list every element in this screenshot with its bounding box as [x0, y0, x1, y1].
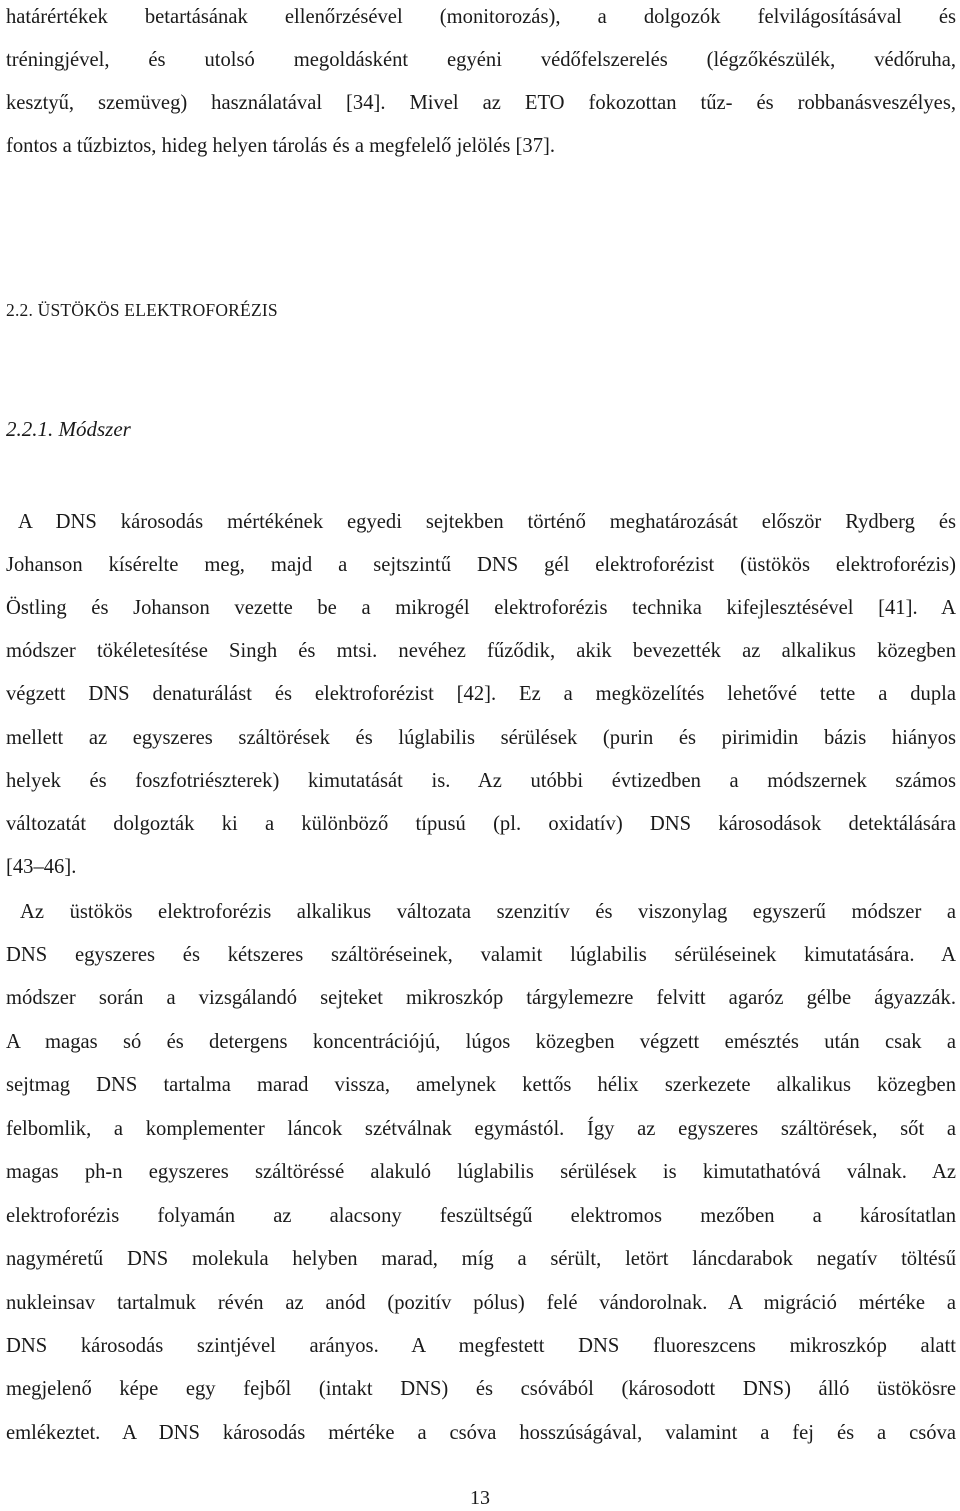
- text-line: A magas só és detergens koncentrációjú, lúgos közegben végzett emésztés után csak a: [6, 1031, 956, 1053]
- text-line: DNS egyszeres és kétszeres száltöréseinek, valamit lúglabilis sérüléseinek kimutatására. A: [6, 944, 956, 966]
- text-line: nagyméretű DNS molekula helyben marad, míg a sérült, letört láncdarabok negatív töltésű: [6, 1248, 956, 1270]
- text-line: nukleinsav tartalmuk révén az anód (pozitív pólus) felé vándorolnak. A migráció mértéke a: [6, 1292, 956, 1314]
- text-line: felbomlik, a komplementer láncok szétválnak egymástól. Így az egyszeres száltörések, sőt a: [6, 1118, 956, 1140]
- text-line: sejtmag DNS tartalma marad vissza, amelynek kettős hélix szerkezete alkalikus közegben: [6, 1074, 956, 1096]
- text-line: mellett az egyszeres száltörések és lúglabilis sérülések (purin és pirimidin bázis hiányos: [6, 727, 956, 749]
- text-line: határértékek betartásának ellenőrzésével (monitorozás), a dolgozók felvilágosításával és: [6, 6, 956, 28]
- text-line: megjelenő képe egy fejből (intakt DNS) és csóvából (károsodott DNS) álló üstökösre: [6, 1378, 956, 1400]
- subsection-heading: 2.2.1. Módszer: [6, 417, 131, 441]
- text-line: magas ph-n egyszeres száltöréssé alakuló lúglabilis sérülések is kimutathatóvá válnak. Az: [6, 1161, 956, 1183]
- text-line: Östling és Johanson vezette be a mikrogél elektroforézis technika kifejlesztésével [41]. A: [6, 597, 956, 619]
- text-line: elektroforézis folyamán az alacsony feszültségű elektromos mezőben a károsítatlan: [6, 1205, 956, 1227]
- text-line: tréningjével, és utolsó megoldásként egyéni védőfelszerelés (légzőkészülék, védőruha,: [6, 49, 956, 71]
- text-line: kesztyű, szemüveg) használatával [34]. Mivel az ETO fokozottan tűz- és robbanásveszélyes,: [6, 92, 956, 114]
- text-line: végzett DNS denaturálást és elektroforézist [42]. Ez a megközelítés lehetővé tette a dupla: [6, 683, 956, 705]
- text-line: Az üstökös elektroforézis alkalikus változata szenzitív és viszonylag egyszerű módszer a: [20, 901, 956, 923]
- text-line: DNS károsodás szintjével arányos. A megfestett DNS fluoreszcens mikroszkóp alatt: [6, 1335, 956, 1357]
- text-line: változatát dolgozták ki a különböző típusú (pl. oxidatív) DNS károsodások detektálására: [6, 813, 956, 835]
- text-line: fontos a tűzbiztos, hideg helyen tárolás és a megfelelő jelölés [37].: [6, 135, 555, 157]
- text-line: módszer tökéletesítése Singh és mtsi. nevéhez fűződik, akik bevezették az alkalikus közegben: [6, 640, 956, 662]
- text-line: helyek és foszfotriészterek) kimutatását is. Az utóbbi évtizedben a módszernek számos: [6, 770, 956, 792]
- text-line: emlékeztet. A DNS károsodás mértéke a csóva hosszúságával, valamint a fej és a csóva: [6, 1422, 956, 1444]
- text-line: A DNS károsodás mértékének egyedi sejtekben történő meghatározását először Rydberg és: [18, 511, 956, 533]
- text-line: [43–46].: [6, 856, 77, 878]
- page-number: 13: [470, 1487, 490, 1509]
- text-line: módszer során a vizsgálandó sejteket mikroszkóp tárgylemezre felvitt agaróz gélbe ágyazzák.: [6, 987, 956, 1009]
- text-line: Johanson kísérelte meg, majd a sejtszintű DNS gél elektroforézist (üstökös elektroforézis): [6, 554, 956, 576]
- section-heading: 2.2. ÜSTÖKÖS ELEKTROFORÉZIS: [6, 300, 278, 320]
